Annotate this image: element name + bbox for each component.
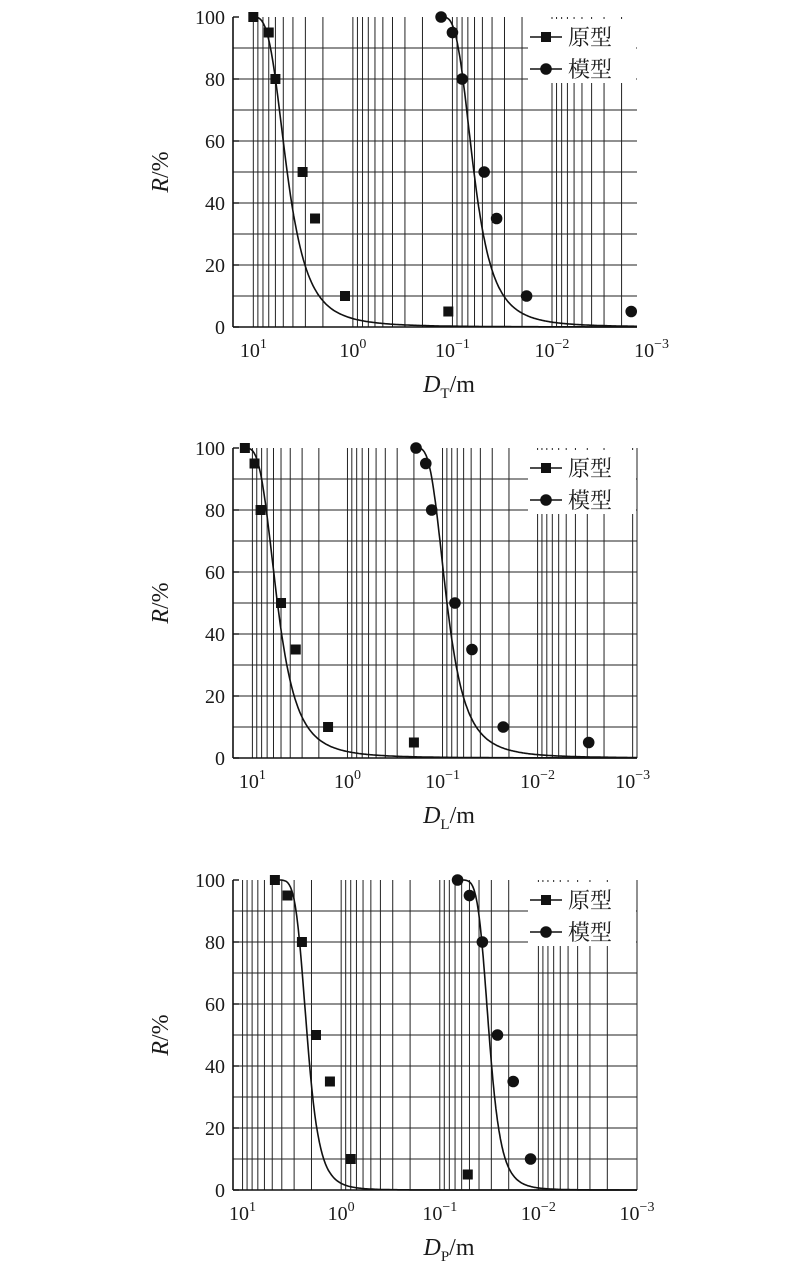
series-2 [452,874,537,1165]
legend-circle-marker [540,494,552,506]
legend [528,19,636,83]
data-point-circle [464,890,476,902]
data-point-circle [466,644,478,656]
data-point-square [443,307,453,317]
y-grid [233,911,637,1159]
data-point-square [409,738,419,748]
y-tick-label: 20 [205,686,225,708]
data-point-circle [447,27,459,39]
chart-panel-2 [148,438,650,833]
data-point-circle [410,442,422,454]
y-tick-label: 0 [215,748,225,770]
data-point-square [323,722,333,732]
x-axis-label: $D_P/m$ [423,1235,475,1265]
data-point-circle [449,597,461,609]
data-point-circle [477,936,489,948]
y-tick-label: 60 [205,562,225,584]
data-point-square [270,875,280,885]
data-point-circle [525,1153,537,1165]
data-point-square [340,291,350,301]
data-point-circle [435,11,447,23]
x-tick-label: $10^0$ [339,337,367,362]
y-tick-label: 0 [215,1180,225,1202]
legend-label: 模型 [568,58,613,83]
y-grid [233,479,637,727]
x-tick-label: $10^1$ [239,337,267,362]
y-grid [233,48,637,296]
legend-square-marker [541,895,551,905]
x-tick-label: $10^{-2}$ [520,1200,556,1225]
data-point-square [297,937,307,947]
y-tick-label: 80 [205,500,225,522]
data-point-circle [456,73,468,85]
legend-label: 原型 [568,26,613,51]
x-tick-label: $10^{-1}$ [425,768,460,793]
x-tick-label: $10^{-2}$ [520,768,556,793]
y-tick-label: 100 [195,438,225,460]
x-tick-label: $10^1$ [238,768,266,793]
data-point-square [240,443,250,453]
x-tick-label: $10^{-1}$ [422,1200,458,1225]
legend [528,450,636,514]
x-tick-label: $10^{-2}$ [534,337,570,362]
y-tick-label: 60 [205,994,225,1016]
data-point-square [248,12,258,22]
data-point-square [270,74,280,84]
data-point-circle [625,306,637,318]
data-point-circle [420,458,432,470]
x-tick-label: $10^{-3}$ [634,337,670,362]
x-tick-label: $10^0$ [327,1200,355,1225]
y-tick-label: 40 [205,193,225,215]
data-point-square [346,1154,356,1164]
data-point-circle [583,737,595,749]
legend-circle-marker [540,63,552,75]
y-tick-label: 80 [205,69,225,91]
data-point-square [310,214,320,224]
data-point-circle [452,874,464,886]
data-point-circle [426,504,438,516]
data-point-square [250,459,260,469]
data-point-square [291,645,301,655]
data-point-circle [497,721,509,733]
legend-square-marker [541,463,551,473]
data-point-square [298,167,308,177]
data-point-circle [491,213,503,225]
y-tick-label: 60 [205,131,225,153]
legend-label: 原型 [568,889,613,914]
data-point-square [276,598,286,608]
y-tick-label: 80 [205,932,225,954]
x-tick-label: $10^0$ [333,768,361,793]
x-tick-label: $10^{-1}$ [434,337,470,362]
legend [528,882,636,946]
y-axis-label: R/% [148,151,174,193]
x-tick-label: $10^1$ [229,1200,257,1225]
data-point-square [311,1030,321,1040]
x-tick-label: $10^{-3}$ [615,768,651,793]
x-axis-label: $D_L/m$ [423,803,475,833]
y-tick-label: 20 [205,1118,225,1140]
data-point-square [325,1077,335,1087]
y-tick-label: 40 [205,624,225,646]
y-axis-label: R/% [148,582,174,624]
y-tick-label: 20 [205,255,225,277]
data-point-circle [478,166,490,178]
chart-panel-3 [148,870,654,1265]
chart-panel-1 [148,7,669,402]
x-axis-label: $D_T/m$ [423,372,475,402]
data-point-square [463,1170,473,1180]
data-point-square [264,28,274,38]
legend-label: 模型 [568,489,613,514]
data-point-square [256,505,266,515]
y-tick-label: 40 [205,1056,225,1078]
data-point-square [283,891,293,901]
x-tick-label: $10^{-3}$ [619,1200,655,1225]
legend-label: 模型 [568,921,613,946]
y-axis-label: R/% [148,1014,174,1056]
y-tick-label: 100 [195,7,225,29]
legend-label: 原型 [568,457,613,482]
data-point-circle [507,1076,519,1088]
legend-square-marker [541,32,551,42]
data-point-circle [492,1029,504,1041]
legend-circle-marker [540,926,552,938]
data-point-circle [521,290,533,302]
y-tick-label: 0 [215,317,225,339]
y-tick-label: 100 [195,870,225,892]
